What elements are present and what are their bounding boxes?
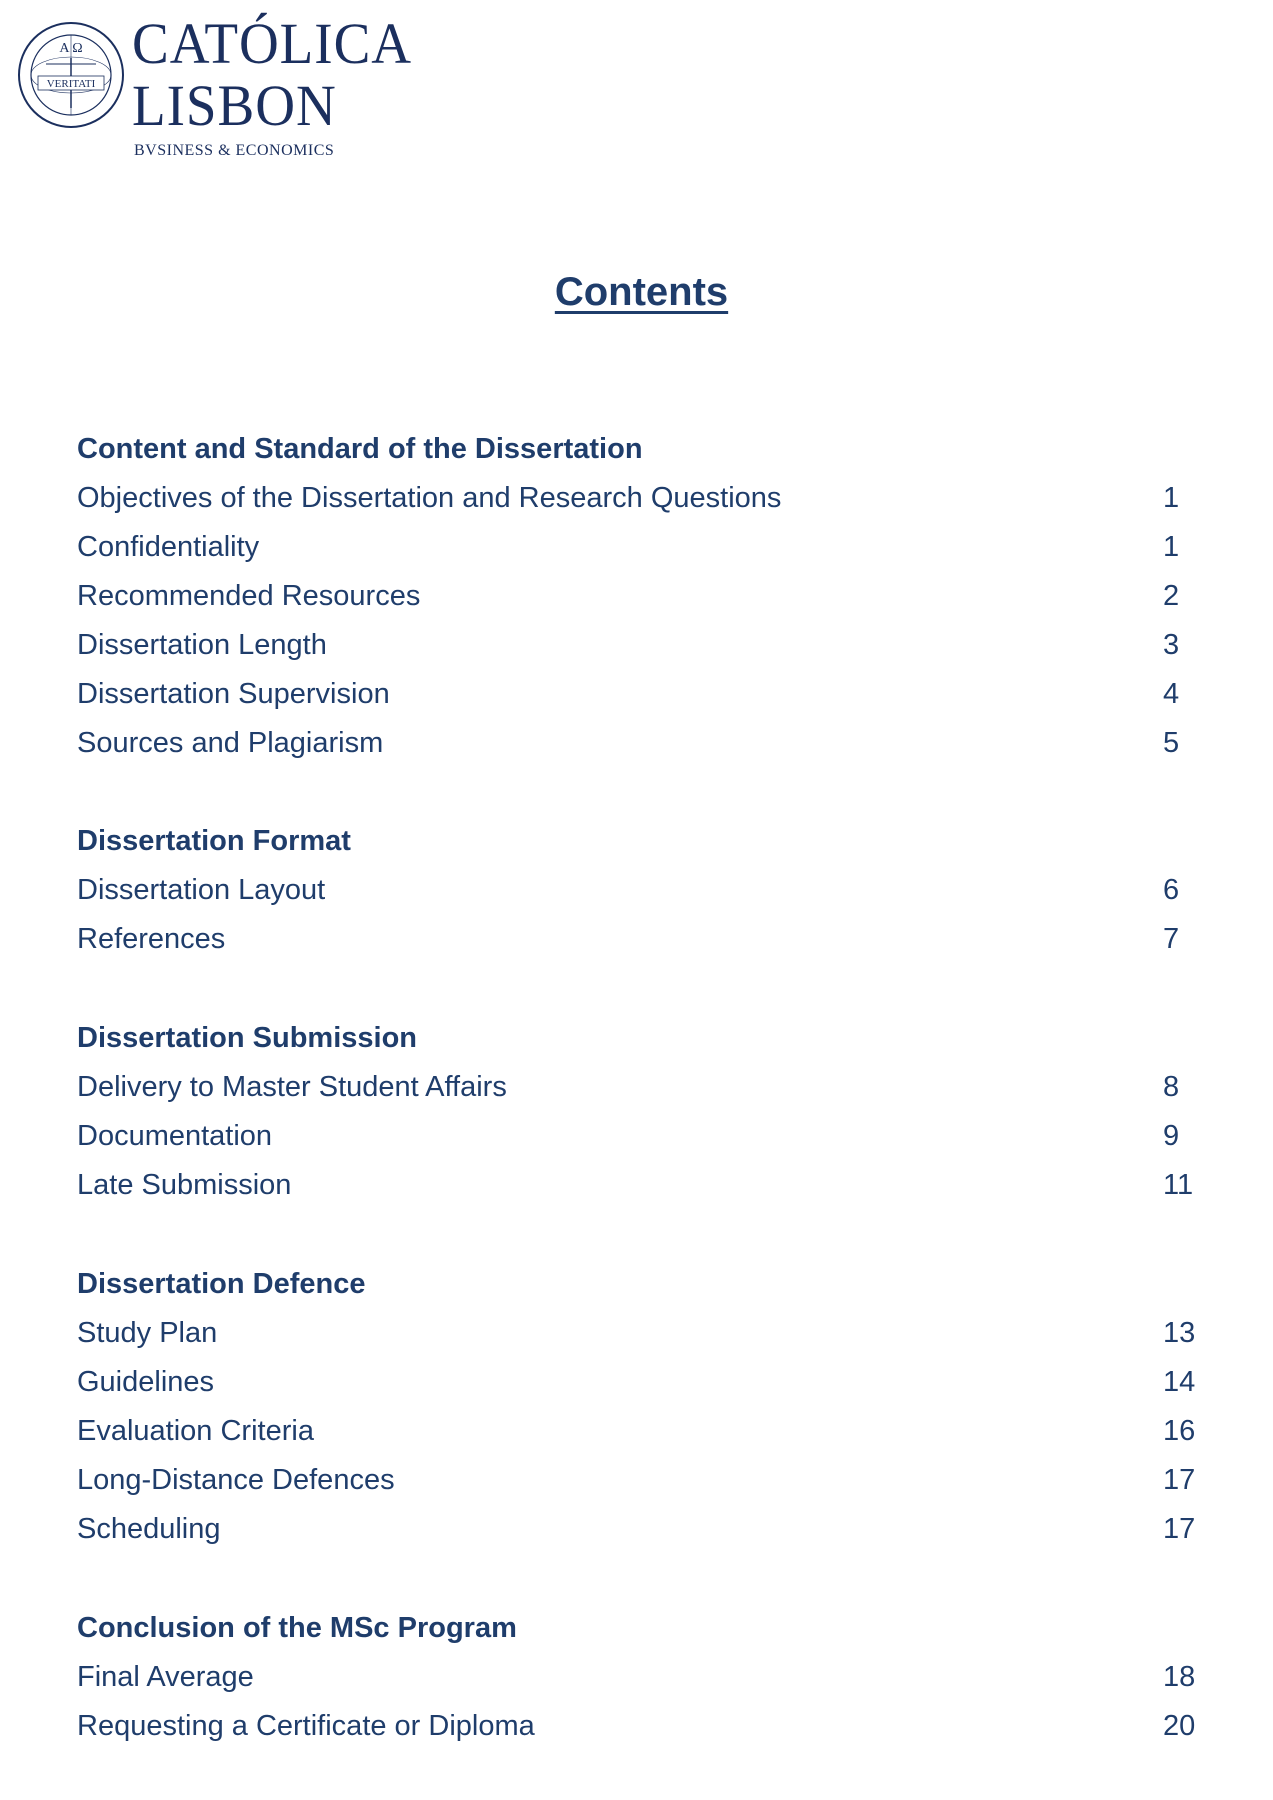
toc-entry[interactable] bbox=[77, 670, 1197, 719]
toc-entry-label: Scheduling bbox=[77, 1513, 221, 1545]
toc-entry-label: Late Submission bbox=[77, 1169, 292, 1201]
toc-entry-page: 9 bbox=[1163, 1120, 1180, 1152]
toc-entry-label: Final Average bbox=[77, 1661, 254, 1693]
toc-entry[interactable] bbox=[77, 1063, 1197, 1112]
toc-entry-page: 5 bbox=[1163, 727, 1180, 759]
toc-entry[interactable] bbox=[77, 1358, 1197, 1407]
toc-entry-label: Long-Distance Defences bbox=[77, 1464, 395, 1496]
toc-entry-page: 1 bbox=[1163, 482, 1180, 514]
logo-line-3: BVSINESS & ECONOMICS bbox=[134, 142, 335, 159]
toc-entry-page: 2 bbox=[1163, 580, 1180, 612]
toc-entry-page: 14 bbox=[1163, 1366, 1196, 1398]
university-seal-icon bbox=[16, 20, 126, 130]
toc-entry-label: Dissertation Supervision bbox=[77, 678, 390, 710]
toc-entry-page: 11 bbox=[1163, 1169, 1194, 1201]
toc-entry[interactable] bbox=[77, 621, 1197, 670]
toc-entry-page: 7 bbox=[1163, 923, 1180, 955]
toc-entry-label: Requesting a Certificate or Diploma bbox=[77, 1710, 535, 1742]
toc-section-title[interactable]: Content and Standard of the Dissertation bbox=[77, 433, 643, 465]
toc-entry-label: Dissertation Layout bbox=[77, 874, 326, 906]
toc-entry-label: Objectives of the Dissertation and Research Questions bbox=[77, 482, 782, 514]
toc-entry-label: Dissertation Length bbox=[77, 629, 327, 661]
toc-entry[interactable] bbox=[77, 1407, 1197, 1456]
toc-entry[interactable] bbox=[77, 1702, 1197, 1751]
svg-text:VERITATI: VERITATI bbox=[46, 78, 96, 90]
toc-entry[interactable] bbox=[77, 474, 1197, 523]
toc-section bbox=[77, 1260, 1197, 1554]
logo-line-1: CATÓLICA bbox=[132, 11, 413, 76]
toc-entry-page: 8 bbox=[1163, 1071, 1180, 1103]
toc-entry[interactable] bbox=[77, 1161, 1197, 1210]
toc-entry-label: Sources and Plagiarism bbox=[77, 727, 384, 759]
page-title: Contents bbox=[554, 270, 729, 314]
toc-section bbox=[77, 425, 1197, 768]
toc-entry[interactable] bbox=[77, 1112, 1197, 1161]
toc-entry-page: 17 bbox=[1163, 1464, 1196, 1496]
toc-entry-page: 20 bbox=[1163, 1710, 1196, 1742]
toc-entry-page: 6 bbox=[1163, 874, 1180, 906]
toc-entry-label: Study Plan bbox=[77, 1317, 218, 1349]
toc-entry-page: 18 bbox=[1163, 1661, 1196, 1693]
toc-entry[interactable] bbox=[77, 1653, 1197, 1702]
toc-entry[interactable] bbox=[77, 1505, 1197, 1554]
toc-entry-label: Delivery to Master Student Affairs bbox=[77, 1071, 507, 1103]
toc-entry-label: References bbox=[77, 923, 226, 955]
toc-entry-page: 1 bbox=[1163, 531, 1180, 563]
toc-section-title[interactable]: Dissertation Submission bbox=[77, 1022, 418, 1054]
toc-section-title[interactable]: Conclusion of the MSc Program bbox=[77, 1612, 517, 1644]
toc-section bbox=[77, 817, 1197, 964]
toc-entry[interactable] bbox=[77, 915, 1197, 964]
toc-entry-page: 3 bbox=[1163, 629, 1180, 661]
logo-line-2: LISBON bbox=[132, 73, 337, 138]
toc-entry[interactable] bbox=[77, 1309, 1197, 1358]
toc-entry-label: Guidelines bbox=[77, 1366, 215, 1398]
toc-entry[interactable] bbox=[77, 572, 1197, 621]
toc-section-title[interactable]: Dissertation Defence bbox=[77, 1268, 366, 1300]
toc-entry-page: 13 bbox=[1163, 1317, 1196, 1349]
toc-entry-page: 17 bbox=[1163, 1513, 1196, 1545]
toc-entry[interactable] bbox=[77, 866, 1197, 915]
toc-entry-label: Evaluation Criteria bbox=[77, 1415, 314, 1447]
toc-entry[interactable] bbox=[77, 719, 1197, 768]
toc-entry-label: Documentation bbox=[77, 1120, 273, 1152]
toc-entry[interactable] bbox=[77, 1456, 1197, 1505]
toc-entry-page: 4 bbox=[1163, 678, 1180, 710]
toc-entry[interactable] bbox=[77, 523, 1197, 572]
toc-section bbox=[77, 1014, 1197, 1210]
toc-section bbox=[77, 1604, 1197, 1751]
toc-section-title[interactable]: Dissertation Format bbox=[77, 825, 351, 857]
svg-text:A Ω: A Ω bbox=[59, 41, 83, 56]
catolica-lisbon-logo bbox=[14, 11, 434, 164]
toc-entry-label: Confidentiality bbox=[77, 531, 260, 563]
toc-entry-label: Recommended Resources bbox=[77, 580, 421, 612]
toc-entry-page: 16 bbox=[1163, 1415, 1196, 1447]
